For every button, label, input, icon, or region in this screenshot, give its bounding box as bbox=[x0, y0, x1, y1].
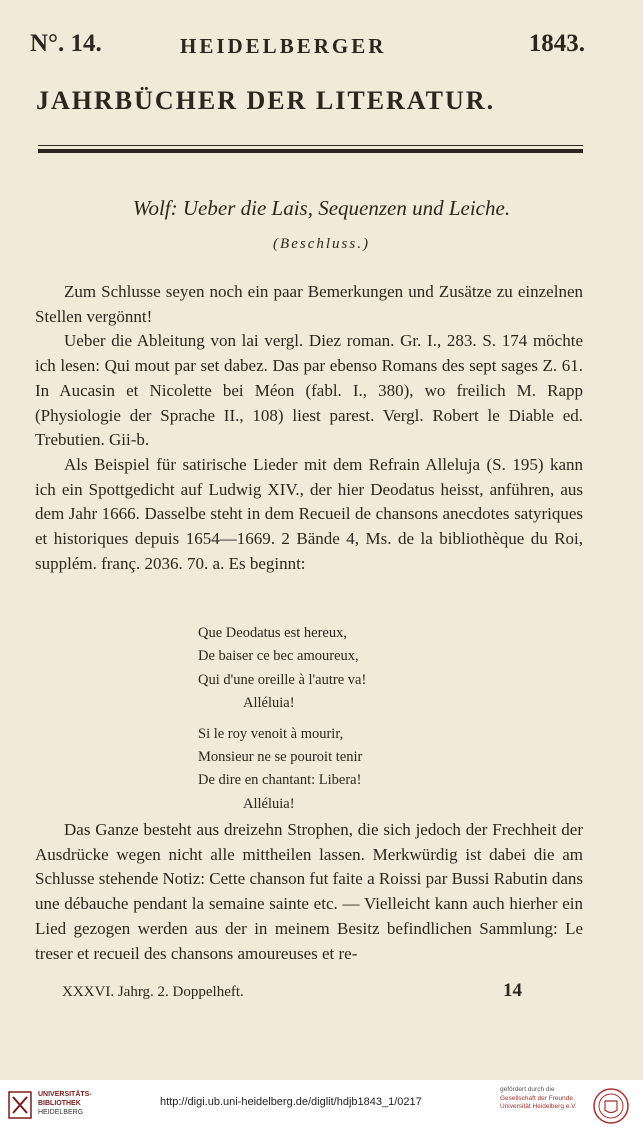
article-body-continued bbox=[35, 818, 583, 966]
library-logo-icon[interactable] bbox=[8, 1091, 32, 1119]
poem-line: Si le roy venoit à mourir, bbox=[198, 725, 344, 742]
library-name-line: UNIVERSITÄTS- bbox=[38, 1091, 92, 1098]
funder-line: gefördert durch die bbox=[500, 1086, 555, 1093]
stanza-gap bbox=[198, 716, 366, 723]
poem-line: Que Deodatus est hereux, bbox=[198, 625, 347, 641]
paragraph-1: Zum Schlusse seyen noch ein paar Bemerkungen und Zusätze zu einzelnen Stellen vergönnt! bbox=[35, 282, 583, 326]
paragraph-3: Als Beispiel für satirische Lieder mit dem Refrain Alleluja (S. 195) kann ich ein Spottgedicht auf Ludwig XIV., der hier Deodatus heisst, anführen, aus dem Jahr 1666. Dasselbe steht in dem Recueil de chansons anecdotes satyriques et historiques depuis 1654—1669. 2 Bände 4, Ms. de la bibliothèque du Roi, supplém. franç. 2036. 70. a. Es beginnt: bbox=[35, 454, 583, 573]
signature-mark: XXXVI. Jahrg. 2. Doppelheft. bbox=[62, 984, 244, 1000]
issue-year: 1843. bbox=[528, 30, 585, 57]
running-header bbox=[30, 30, 585, 66]
article-title: Wolf: Ueber die Lais, Sequenzen und Leiche. bbox=[132, 196, 511, 220]
poem-line: Monsieur ne se pouroit tenir bbox=[198, 749, 363, 766]
poem-line: De baiser ce bec amoureux, bbox=[198, 648, 359, 665]
article-body bbox=[35, 280, 583, 576]
funder-credit bbox=[500, 1086, 577, 1112]
poem-quote bbox=[198, 622, 366, 816]
permalink-url[interactable]: http://digi.ub.uni-heidelberg.de/diglit/hdjb1843_1/0217 bbox=[160, 1096, 422, 1108]
journal-title: JAHRBÜCHER DER LITERATUR. bbox=[36, 86, 496, 115]
page-footer bbox=[62, 980, 522, 1008]
issue-number: N°. 14. bbox=[30, 30, 102, 57]
university-seal-icon bbox=[592, 1087, 630, 1125]
header-rule-thin bbox=[38, 145, 583, 146]
library-name-line: BIBLIOTHEK bbox=[38, 1100, 81, 1107]
article-subtitle: (Beschluss.) bbox=[273, 236, 370, 252]
poem-line: De dire en chantant: Libera! bbox=[198, 772, 362, 789]
paragraph-closing: Das Ganze besteht aus dreizehn Strophen, die sich jedoch der Frechheit der Ausdrücke wegen nicht alle mittheilen lassen. Merkwürdig ist dabei die am Schlusse stehende Notiz: Cette chanson fut faite a Roissi par Bussi Rabutin dans une débauche pendant la semaine sainte etc. — Vielleicht kann auch hierher ein Lied gezogen werden aus der in meinem Besitz befindlichen Sammlung: Le treser et recueil des chansons amoureuses et re- bbox=[35, 820, 583, 963]
viewer-footer-bar bbox=[0, 1080, 643, 1127]
header-rule-thick bbox=[38, 149, 583, 153]
page-number: 14 bbox=[503, 980, 522, 1001]
journal-city: HEIDELBERGER bbox=[180, 34, 387, 58]
library-name-line: HEIDELBERG bbox=[38, 1109, 84, 1116]
funder-line: Universität Heidelberg e.V. bbox=[500, 1103, 577, 1110]
poem-refrain: Alléluia! bbox=[243, 795, 295, 812]
library-name bbox=[38, 1090, 92, 1117]
paragraph-2: Ueber die Ableitung von lai vergl. Diez roman. Gr. I., 283. S. 174 möchte ich lesen: Qui mout par set dabez. Das par ebenso Romans des sept sages Z. 61. In Aucasin et Nicolette bei Méon (fabl. I., 380), wo freilich M. Rapp (Physiologie der Sprache II., 108) liest parest. Vergl. Robert le Diable ed. Trebutien. Gii-b. bbox=[35, 331, 583, 450]
funder-line: Gesellschaft der Freunde bbox=[500, 1094, 573, 1102]
poem-refrain: Alléluia! bbox=[243, 695, 295, 712]
poem-line: Qui d'une oreille à l'autre va! bbox=[198, 671, 367, 688]
